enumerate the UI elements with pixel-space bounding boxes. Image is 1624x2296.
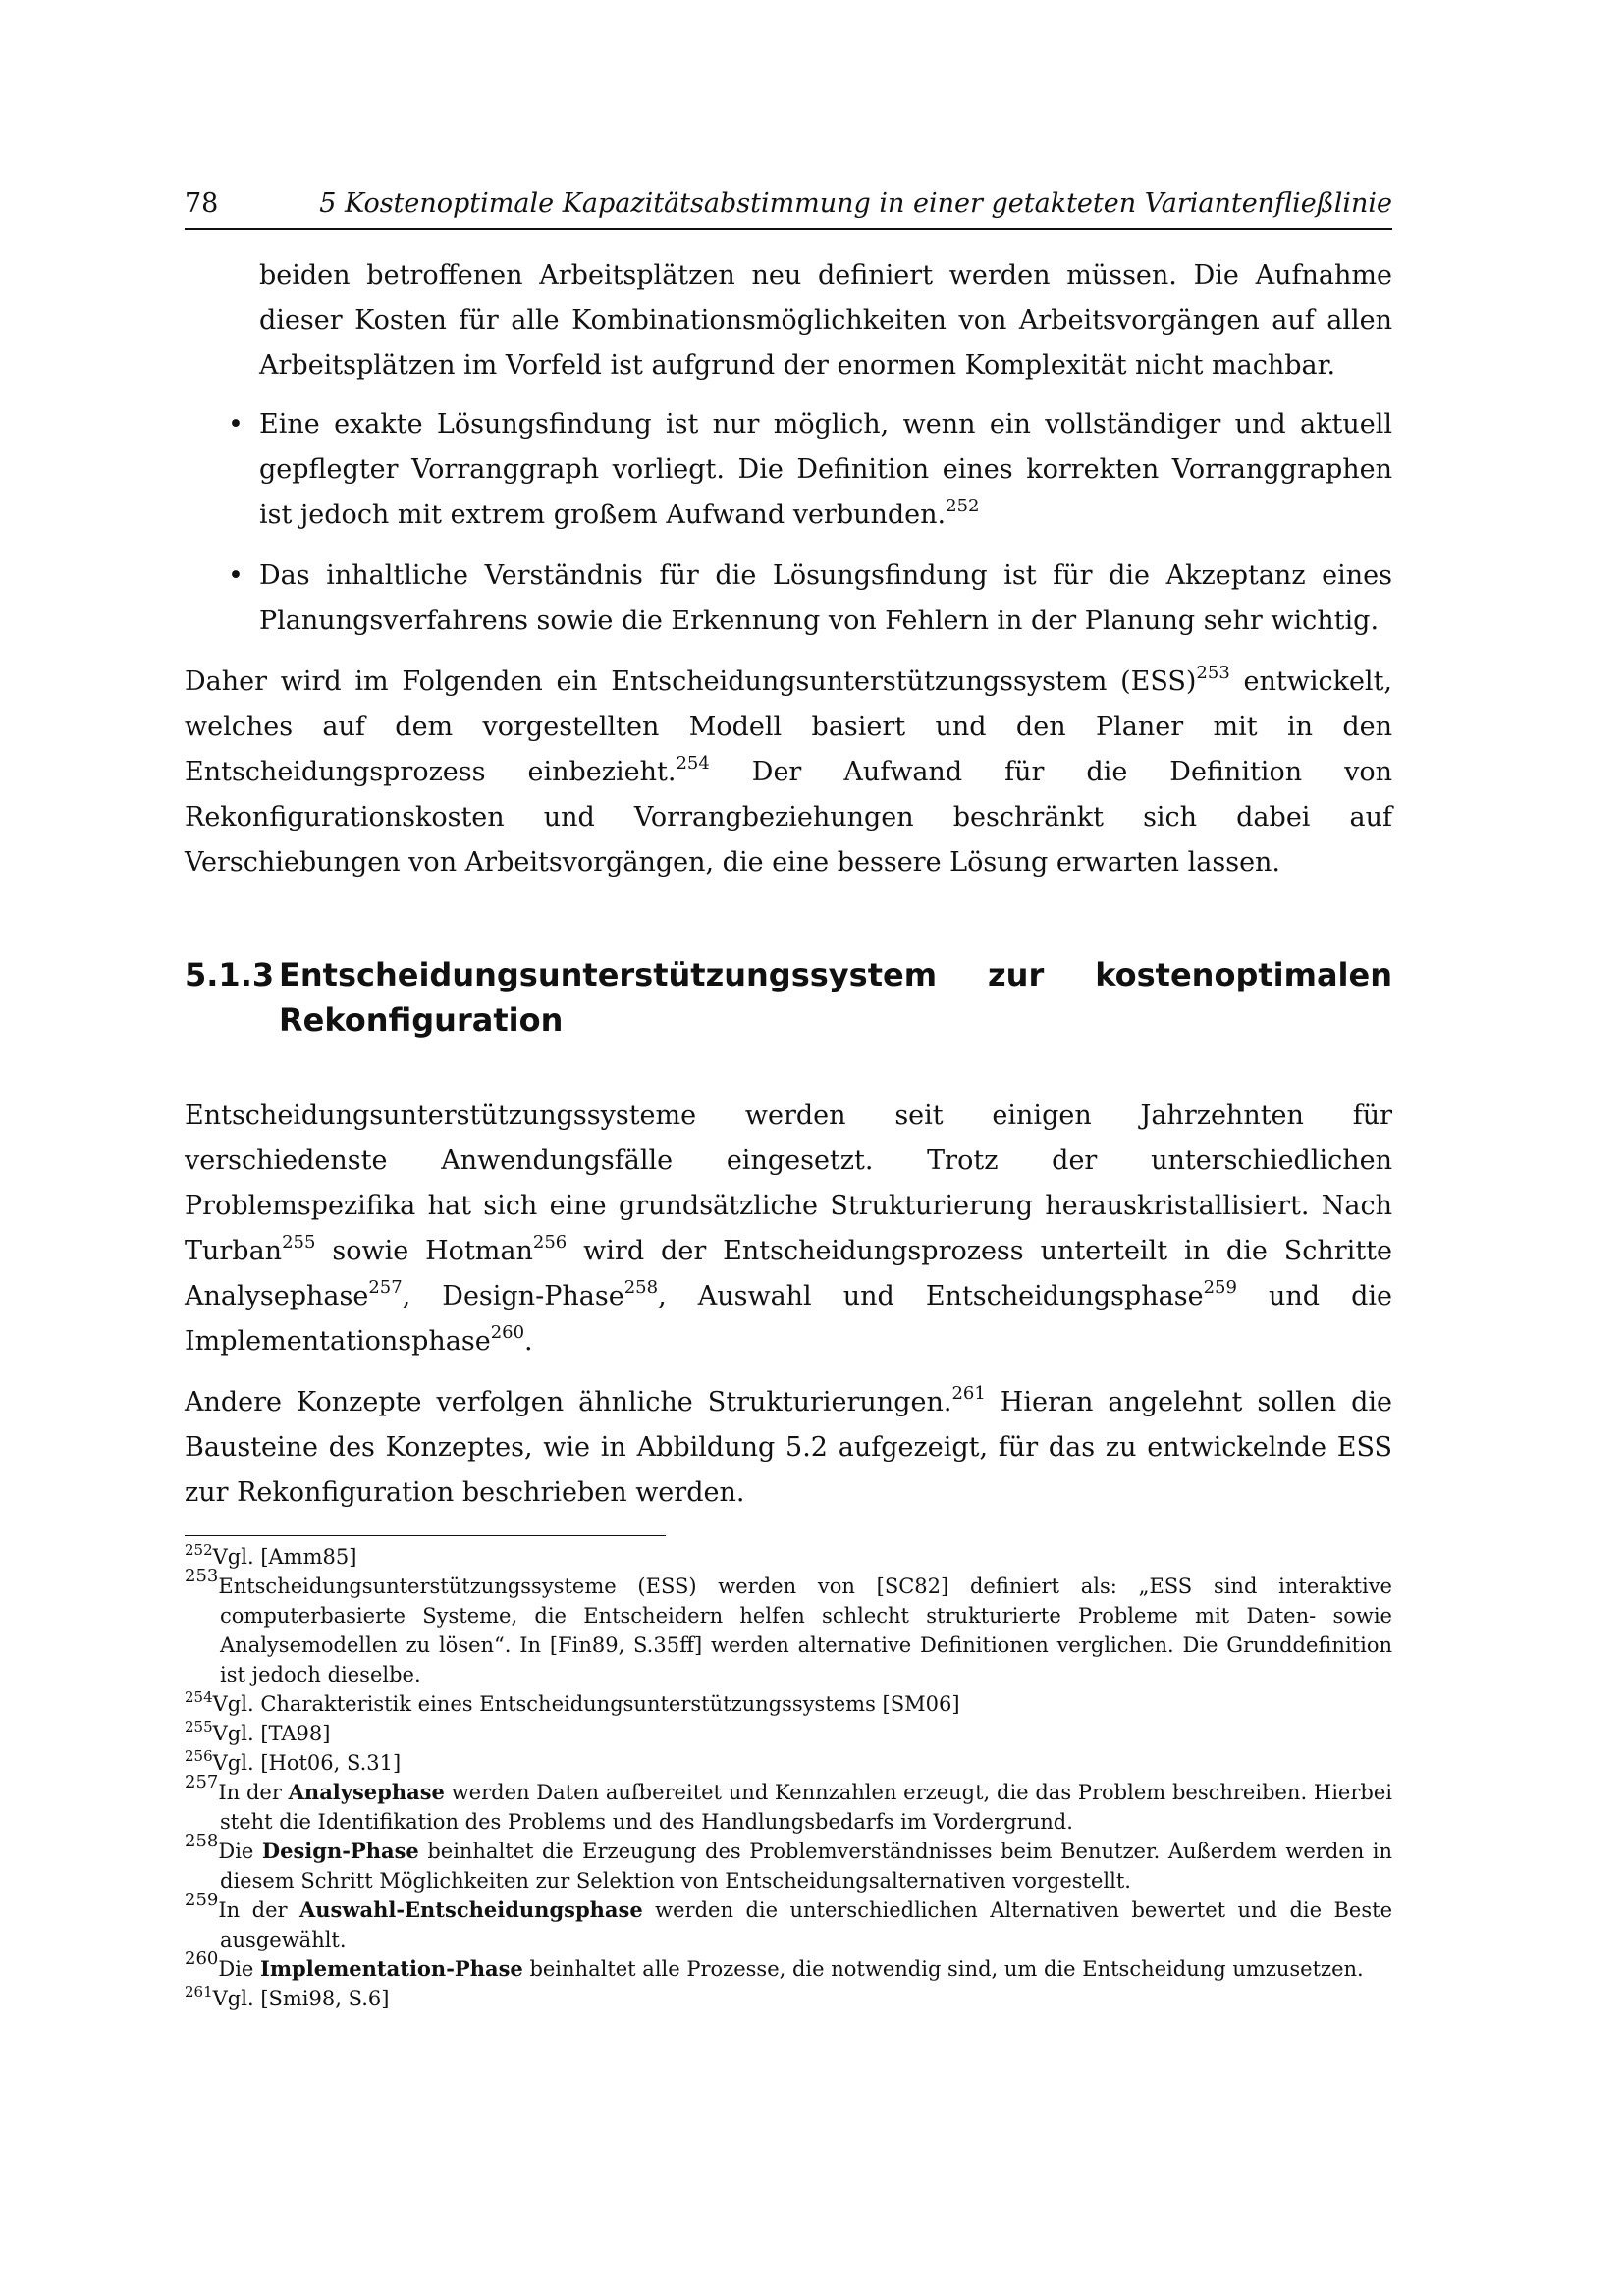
footnote-text: Vgl. [TA98] — [212, 1722, 331, 1745]
footnote-text: werden Daten aufbereitet und Kennzahlen erzeugt, die das Problem beschreiben. Hierbei steht die Identifikation des Problems und des Handlungsbedarfs im Vordergrund. — [220, 1781, 1392, 1834]
running-header — [185, 187, 1392, 230]
section-number: 5.1.3 — [185, 956, 275, 993]
paragraph-text: Andere Konzepte verfolgen ähnliche Strukturierungen. — [185, 1387, 952, 1417]
footnote-256 — [185, 1748, 1392, 1778]
footnote-text: Entscheidungsunterstützungssysteme (ESS) werden von [SC82] definiert als: „ESS sind interaktive computerbasierte Systeme, die Entscheidern helfen schlecht strukturierte Probleme mit Daten- sowie Analysemodellen zu lösen“. In [Fin89, S.35ff] werden alternative Definitionen verglichen. Die Grunddefinition ist jedoch dieselbe. — [218, 1575, 1392, 1686]
footnote-text: beinhaltet die Erzeugung des Problemverständnisses beim Benutzer. Außerdem werden in diesem Schritt Möglichkeiten zur Selektion von Entscheidungsalternativen vorgestellt. — [220, 1840, 1393, 1893]
footnote-261 — [185, 1984, 1392, 2013]
paragraph-text: entwickelt, welches auf dem vorgestellten Modell basiert und den Planer mit in den Entscheidungsprozess einbezieht. — [185, 667, 1392, 787]
paragraph-text: Entscheidungsunterstützungssysteme werden seit einigen Jahrzehnten für verschiedenste Anwendungsfälle eingesetzt. Trotz der unterschiedlichen Problemspezifika hat sich eine grundsätzliche Strukturierung herauskristallisiert. Nach Turban — [185, 1100, 1392, 1266]
footnote-ref[interactable]: 254 — [676, 753, 710, 774]
footnote-number: 257 — [185, 1772, 219, 1792]
footnote-number: 255 — [185, 1718, 213, 1735]
footnote-ref[interactable]: 256 — [532, 1232, 568, 1253]
paragraph-ess-intro — [185, 660, 1392, 885]
paragraph-text: Daher wird im Folgenden ein Entscheidungsunterstützungssystem (ESS) — [185, 667, 1197, 697]
paragraph-concepts — [185, 1380, 1392, 1516]
footnote-ref[interactable]: 253 — [1196, 663, 1230, 683]
footnote-number: 259 — [185, 1890, 219, 1910]
page — [185, 187, 1392, 2013]
footnote-number: 254 — [185, 1688, 213, 1706]
footnote-ref[interactable]: 260 — [490, 1322, 525, 1343]
footnote-number: 253 — [185, 1566, 219, 1586]
paragraph-text: sowie Hotman — [315, 1236, 533, 1266]
footnote-text: Vgl. [Hot06, S.31] — [212, 1751, 402, 1775]
paragraph-text: und die Implementationsphase — [185, 1281, 1393, 1357]
footnote-257 — [185, 1772, 1392, 1837]
paragraph-text: , Auswahl und Entscheidungsphase — [658, 1281, 1204, 1311]
footnote-text: beinhaltet alle Prozesse, die notwendig sind, um die Entscheidung umzusetzen. — [522, 1957, 1364, 1981]
footnote-term: Analysephase — [288, 1780, 445, 1804]
paragraph-text: . — [524, 1326, 533, 1357]
footnote-ref[interactable]: 259 — [1203, 1277, 1237, 1298]
footnote-text: Vgl. [Amm85] — [212, 1545, 357, 1569]
footnote-text: werden die unterschiedlichen Alternativen bewertet und die Beste ausgewählt. — [220, 1898, 1392, 1951]
paragraph-text: , Design-Phase — [402, 1281, 624, 1311]
footnote-258 — [185, 1831, 1393, 1896]
footnote-ref[interactable]: 261 — [951, 1383, 986, 1404]
paragraph-text: Der Aufwand für die Definition von Rekonfigurationskosten und Vorrangbeziehungen beschränkt sich dabei auf Verschiebungen von Arbeitsvorgängen, die eine bessere Lösung erwarten lassen. — [185, 757, 1392, 878]
footnote-text: Die — [218, 1957, 261, 1981]
footnote-divider — [185, 1535, 666, 1536]
bullet-continuation: beiden betroffenen Arbeitsplätzen neu definiert werden müssen. Die Aufnahme dieser Kosten für alle Kombinationsmöglichkeiten von Arbeitsvorgängen auf allen Arbeitsplätzen im Vorfeld ist aufgrund der enormen Komplexität nicht machbar. — [259, 260, 1392, 381]
bullet-icon: • — [228, 409, 244, 440]
footnote-254 — [185, 1689, 1392, 1719]
footnote-text: In der — [218, 1898, 299, 1922]
footnote-text: Vgl. Charakteristik eines Entscheidungsunterstützungssystems [SM06] — [212, 1692, 960, 1716]
footnote-252 — [185, 1542, 1392, 1572]
footnote-text: Vgl. [Smi98, S.6] — [212, 1987, 390, 2010]
footnote-text: Die — [218, 1840, 262, 1863]
page-number: 78 — [185, 188, 219, 219]
bullet-item — [185, 554, 1392, 644]
footnote-term: Implementation-Phase — [260, 1956, 523, 1981]
footnote-ref[interactable]: 258 — [623, 1277, 659, 1298]
main-text — [185, 253, 1392, 1516]
footnote-number: 258 — [185, 1831, 219, 1851]
footnote-number: 256 — [185, 1747, 213, 1765]
chapter-title: 5 Kostenoptimale Kapazitätsabstimmung in einer getakteten Variantenfließlinie — [319, 188, 1392, 219]
footnote-number: 260 — [185, 1949, 219, 1969]
bullet-text: Das inhaltliche Verständnis für die Lösungsfindung ist für die Akzeptanz eines Planungsverfahrens sowie die Erkennung von Fehlern in der Planung sehr wichtig. — [259, 561, 1392, 636]
section-title: Entscheidungsunterstützungssystem zur kostenoptimalen Rekonfiguration — [279, 956, 1392, 1039]
footnote-ref[interactable]: 257 — [368, 1277, 403, 1298]
footnote-253 — [185, 1566, 1392, 1689]
paragraph-text: Hieran angelehnt sollen die Bausteine des Konzeptes, wie in Abbildung 5.2 aufgezeigt, für das zu entwickelnde ESS zur Rekonfiguration beschrieben werden. — [185, 1387, 1392, 1508]
footnote-ref[interactable]: 252 — [946, 496, 980, 516]
section-heading — [185, 952, 1392, 1042]
footnote-term: Auswahl-Entscheidungsphase — [299, 1897, 643, 1922]
footnote-number: 261 — [185, 1983, 213, 2001]
bullet-list — [185, 402, 1392, 644]
bullet-icon: • — [228, 561, 244, 591]
footnote-ref[interactable]: 255 — [282, 1232, 316, 1253]
footnote-260 — [185, 1949, 1392, 1984]
footnote-number: 252 — [185, 1541, 213, 1559]
footnotes — [185, 1542, 1392, 2013]
bullet-item — [185, 402, 1392, 538]
footnote-259 — [185, 1890, 1392, 1954]
paragraph-decision-process — [185, 1094, 1392, 1364]
footnote-term: Design-Phase — [261, 1839, 419, 1863]
bullet-text: Eine exakte Lösungsfindung ist nur möglich, wenn ein vollständiger und aktuell gepflegter Vorranggraph vorliegt. Die Definition eines korrekten Vorranggraphen ist jedoch mit extrem großem Aufwand verbunden. — [259, 409, 1392, 530]
footnote-255 — [185, 1719, 1392, 1748]
footnote-text: In der — [218, 1781, 289, 1804]
paragraph-text: wird der Entscheidungsprozess unterteilt in die Schritte Analysephase — [185, 1236, 1392, 1311]
